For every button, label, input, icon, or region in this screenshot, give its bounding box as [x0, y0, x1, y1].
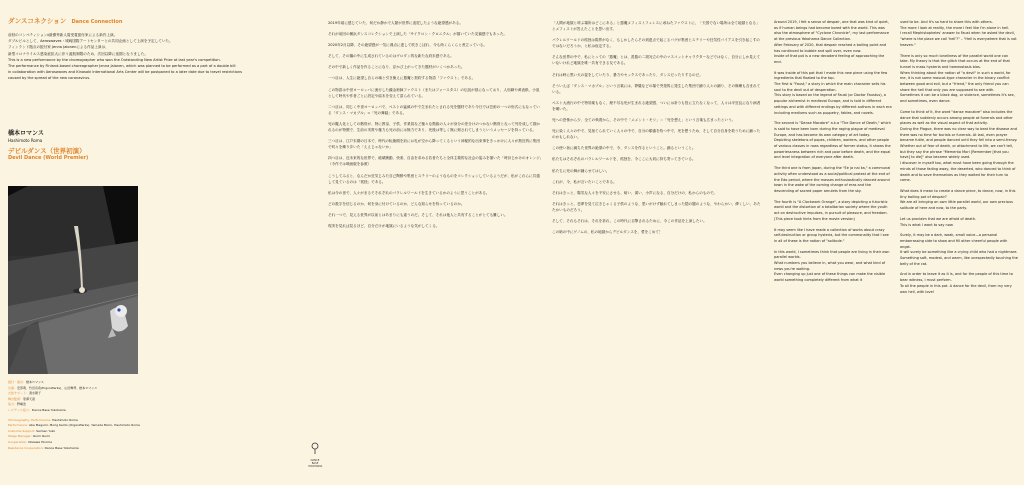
credit-value: Dance Base Yokohama — [44, 445, 79, 450]
paragraph: この物語は中世ヨーロッパに流行した錬金術師ファウスト（またはフォースタス）の伝説が基になっており、人形劇や黄表紙、小説として時代や作者ごとに設定や結末を変えて語られている。 — [328, 87, 540, 98]
title-jp: ダンスコネクション — [8, 17, 67, 25]
paragraph: 私は今の世で、人々がまるでそれぞれのパラレルワールドを生きているかのように思うことがある。 — [328, 190, 490, 195]
credit-en-6 — [8, 446, 208, 452]
credit-key: Costume Support: — [8, 428, 36, 433]
paragraph: 2020年2月以降、その絶望感が一気に沸点に達して吹きこぼれ、今も尚くらくらと煮立っている。 — [328, 43, 487, 48]
paragraph: そんな世界の中で、私にとっての「悪魔」とは、善悪の二項対立の中のマスコットキャラクターなどではなく、自分にしか見えていないけれど地獄を唯一共有できる友である。 — [552, 55, 761, 66]
credit-value: 安部萌、竹田有希(ErgonWerks)、山田舞琴、橋本ロマンス — [17, 385, 98, 390]
intro-en-1: This is a new performance by the choreographer who won the Outstanding New Artist Prize at last year's competition. — [8, 57, 221, 62]
paragraph: それはきっと、悲夢を見て泣きじゃくる子供のような、思いがけず触れてしまった隠の闇のような、やわらかい、儚くしい、あたたかいものだろう。 — [552, 201, 761, 212]
paragraph: そして、その鍋の中に生成されているのはグロダン的な新たな終末感である。 — [328, 54, 454, 59]
paragraph: これが、今、私が言いたいことである。 — [552, 179, 617, 184]
credit-value: 清水陽子 — [29, 391, 42, 396]
credit-key: 振付・演出： — [8, 380, 27, 384]
paragraph: What does it mean to create a dance piece, to dance, now, in this tiny boiling pot of despair? We are all bringing on own little parallel world, our own precious solitude of here and now, to the party. — [900, 188, 1016, 211]
artist-name-jp: 橋本ロマンス — [8, 130, 44, 137]
paragraph: この暗の中にゲノムの、私の地獄からデビルダンスを、愛をこめて！ — [552, 230, 663, 235]
artwork-illustration — [8, 186, 138, 374]
paragraph: 三つ目は、江戸末期の日本で、時代の転換期を前にお札が空から降ってくるという神秘的な出来事をきっかけに人々が熱狂的に集団で町々を練り歩いた「ええじゃないか」 — [328, 139, 540, 150]
essay-jp-column-2 — [546, 0, 768, 485]
paragraph: こうしてみると、なんだか狂気じみた自己陶酔や集団ヒステリーのようなものをコレクションしているようだが、私がこれらに共通して見ているのは「孤独」である。 — [328, 173, 540, 184]
paragraph: それ一つで、見える世界が以前とはあまりにも違うのだ。そして、それは他人と共有することがとても難しい。 — [328, 212, 508, 217]
essay-jp-column-1 — [328, 0, 546, 485]
intro-jp-3: フィンランド拠点の振付家 Jenna Jalonenによる作品上演は、 — [8, 45, 109, 50]
work-heading — [8, 130, 208, 162]
credit-key: 衣装サポート： — [8, 391, 30, 396]
paragraph: 私たちに死の舞が踊らせてはしい。 — [552, 168, 610, 173]
paragraph: In this world, I sometimes think that people are living in their own parallel worlds. What numbers you believe in, what you wear, and what kind of news you're waiting. Even changing up just one of these things can make the visible world something completely different from what it — [774, 249, 890, 283]
credit-key: Choreography, Performance: — [8, 417, 52, 422]
paragraph: Around 2019, I felt a sense of despair, one that was kind of quiet, as if human beings had become bored with the world. This was also the atmosphere of "Cyclone Chronicle", my last performance at the previous Yokohama Dance Collection. After February of 2020, that despair reached a boiling point and has continued to bubble and spill over, even now. Inside of that pot is a new decadent feeling of approaching the end. — [774, 20, 889, 64]
credit-value: 野嶋浩 — [17, 402, 27, 407]
paragraph: 死の擬人化としての骸骨が、特に教皇、子供、作業員など様々な階級の人々が身分の差分けのつかない骸骨となって列を成して描かれるのが特徴で、生前の実質や権力も死の前には無力であり、死後は等しく無に帰されてしまうというメッセージを持っている。 — [328, 121, 541, 133]
paragraph: 2019年頃に感じていた、何だか静かで人類が世界に追従したような絶望感がある。 — [328, 21, 463, 25]
paragraph: The third one is from Japan, during the "Ee ja nai ka," a communal activity often understood as a social/political protest at the end of the Edo period, where the masses enthusiastically danced around town in the wake of the coming change of eras and the descending of sacred paper amulets from the sky. — [774, 166, 891, 193]
credit-key: Stage Manager: — [8, 434, 32, 439]
paragraph: 私たちはそれぞれのパラレルワールドを、孤独を、今ここに大切に持ち寄ってきている。 — [552, 157, 696, 162]
paragraph: そういえば「ダンス・マカブル」という言葉には、葬儀などの場で突発的に発生した集団で踊り人々の踊り、その修練も含まれている。 — [552, 83, 761, 94]
credit-value: 原澤天渚 — [23, 396, 36, 401]
paragraph: 死に染く人々の中で、見捨てられていく人々の中で、自分の順番を待つ中で、死を想うため、そして自分自身を救うために踊ったのかもしれない。 — [552, 129, 761, 140]
essay-en-column-2 — [900, 0, 1024, 485]
credit-value: Nozawa Hiroma — [28, 439, 52, 444]
logo-text: DANCE BASE YOKOHAMA — [308, 459, 323, 468]
paragraph: 死への恐怖から少、全ての執着から、その中で「メメント・モリ」＝「死を想え」という言葉も広まったという。 — [552, 118, 736, 123]
paragraph: Surely, it may be a dark, weak, small voice—a personal embarrassing side to show and fill other cheerful people with angst. It will surely be something like a crying child who had a nightmare. Something soft, modest, and warm, like unexpectedly touching the belly of the cat. — [900, 233, 1018, 266]
intro-en-2: The performance by Finland-based choreographer Jenna Jalonen, which was planned to be performed as a part of a double bill — [8, 64, 236, 69]
paragraph: 二つ目は、同じく中世ヨーロッパで、ペストの猛威の中で生まれたとされる死を題材であり今日では芸術の一つの形式にもなっている「ダンス・マカブル」=「死の舞踏」である。 — [328, 104, 540, 115]
intro-en-4: caused by the spread of the new coronavirus. — [8, 76, 91, 81]
credit-key: 協力： — [8, 402, 18, 407]
credits-block — [8, 380, 208, 451]
title-en: Dance Connection — [71, 19, 123, 25]
paragraph: It may seem like I have made a collection of works about crazy self-destruction or group hysteria, but the commonality that I see in all of these is the notion of "solitude." — [774, 227, 889, 243]
credit-value: Dance Base Yokohama — [31, 407, 66, 412]
essay-en-column-1 — [768, 0, 900, 485]
intro-column — [0, 0, 328, 485]
credit-key: Performance: — [8, 423, 29, 428]
logo-icon — [308, 441, 322, 455]
paragraph: ペスト大流行の中で特効薬もなく、理不尽な死が生まれる絶望感、ついには祈りも役に立たなくなって、人々は半狂乱になり病者を嘆いた。 — [552, 100, 761, 111]
paragraph: Come to think of it, the word "danse macabre" also includes the dance that suddenly occurs among people at funerals and other places as well as the visual aspect of that activity. During the Plague, there was no clear way to beat the disease and there was no time for burials or funerals. At last, even prayer became futile, and people danced until they fell into a semi-frenzy. Whether out of fear of death, or attachment to life, we can't tell, but they say the phrase "Memento Mori [Remember [that you have] to die]" also became widely used. I discover in myself too, what must have been going through the minds of those fading away, the deserted, who danced to think of death and to save themselves as they waited for their turn to come. — [900, 109, 1018, 183]
credit-value: Izumi Izumi — [32, 434, 50, 439]
credit-key: Residence Cooperation: — [8, 445, 44, 450]
dance-base-logo — [308, 440, 323, 468]
paragraph: この使い捨に満ちた世界の絶望の中で、今、ダンスを作るということ。踊るということ。 — [552, 146, 696, 151]
intro-en-3: in collaboration with Aeroswaves and Kinosaki International Arts Center will be postponed to a later date due to travel restrictions — [8, 70, 242, 75]
paragraph: used to be. And it's so hard to share this with others. The more I look at reality, the more I feel like I'm alone in hell. I recall Mephistopheles' answer to Faust when he asked the devil, "where is the place we call 'hell'?" – "Hell is everywhere that is not heaven." — [900, 20, 1017, 47]
paragraph: 現実を見れば見るほど、自分だけが地獄にいるような気がしてくる。 — [328, 223, 440, 228]
artist-name-en: Hashimoto Roma — [8, 138, 43, 143]
paragraph: 「人間が地獄と呼ぶ場所はどこにある」と悪魔メフィストフェレスに尋ねたファウストに、「天国でない場所は全て地獄となる」とメフィストが答えたことを思い出す。 — [552, 21, 760, 32]
paragraph: そして、それもそれは、それを祈れ、この時代に目撃されるために、今この作品を上演したい。 — [552, 218, 707, 223]
section-title — [8, 16, 320, 25]
paragraph: And in order to leave it as it is, and for the people of this time to bear witness, I must perform. To all the people in this pot. A dance for the devil, from my very own hell, with love! — [900, 272, 1013, 294]
intro-jp-1: 前回のコンペティション‡最優秀新人賞受賞振付家による新作上演。 — [8, 33, 118, 37]
credit-value: 橋本ロマンス — [26, 380, 44, 384]
work-title-en: Devil Dance (World Premier) — [8, 155, 89, 161]
credit-value: Saiman Yuko — [36, 428, 56, 433]
paragraph: どの数字を信じるのか、何を身に付けているのか、どんな知らせを待っているのか。 — [328, 201, 465, 206]
paragraph: The second is "Danse Macabre" a.k.a "The Dance of Death," which is said to have been born during the raging plague of medieval Europe, and has become its own category of art today. Depicting skeletons of popes, children, workers, and other people of various classes in rows regardless of former status, it shows the powerlessness between rich and poor before death, and the equal and level integration of everyone after death. — [774, 121, 891, 160]
paragraph: The fourth is "A Clockwork Orange", a story depicting a futuristic world and the distortion of a totalitarian society where the youth act on destructive impulses, in pursuit of pleasure, and freedom. (This piece took hints from the movie version) — [774, 199, 888, 221]
paragraph: それが前回の横浜ダンスコレクションで上演した「サイクロン・クロニクル」が描いていた災禍感でもあった。 — [328, 32, 508, 37]
paragraph: その中で新しく作品を作ることになり、浮かび上がってきた題材がいくつかあった。 — [328, 65, 465, 70]
credit-value: Abe Megumi, Morig Kaoto (OrganWerks), Yamada Morin, Hashimoto Roma — [29, 423, 140, 428]
paragraph: Let us proclaim that we are afraid of death. This is what I want to say now. — [900, 216, 977, 227]
paragraph: 一つ目は、人生に絶望し自らの魂と引き換えに悪魔と契約する物語「ファウスト」である。 — [328, 76, 476, 81]
credit-key: 出演： — [8, 385, 18, 390]
credit-key: レジデンス協力： — [8, 407, 32, 412]
paragraph: There is only so much loneliness of the parallel world one can take. My theory is that the glitch that occurs at the end of that tunnel is mass hysteria and homeostasis bias. When thinking about the notion of "a devil" in such a world, for me, it is not some mascot-type character in the binary conflict between good and evil, but a "friend," the only friend you can share the hell that only you are supposed to see with. Sometimes it can be a black dog, or violence, sometimes it's sex, and sometimes, even dance. — [900, 53, 1015, 104]
credit-key: Cooperation: — [8, 439, 28, 444]
intro-jp-4: 新型コロナウイルス感染症拡大に伴う渡航制限のため、次回以降に延期となりました。 — [8, 51, 148, 56]
credit-key: 舞台監督： — [8, 396, 24, 401]
paragraph: 四つ目は、近未来的な世界で、破壊衝動、快楽、自由を求める若者たちと全体主義的な社会の姿みを描いた「時計じかけのオレンジ」（今作では映画版を参照） — [328, 156, 542, 167]
paragraph: それはきっと、陽気な人々を不安にさせる、暗い、弱い、小声になる、自分だけの、私からのもので。 — [552, 190, 718, 195]
artwork-image — [8, 186, 138, 374]
credit-value: Hashimoto Roma — [52, 417, 78, 422]
paragraph: パラレルワールドの孤独は際界がなく、もしかしたらその到達点で起こるバグが集団ヒステリーや狂気性バイアスを引き起こすのではないだろうか、と私は仮定する。 — [552, 38, 760, 49]
intro-jp-2: ダブルビルとして、Aeroswaves・城崎国際アートセンターとの共同企画として上演を予定していた。 — [8, 39, 173, 44]
paragraph: It was inside of this pot that I made this new piece using the few ingredients that floated to the top. The first is "Faust," a story in which the main character sells his soul to the devil out of desperation. This story is based on the legend of Faust (or Doctor Faustus), a popular alchemist in medieval Europe, and is told in different settings and with different endings by different authors in each era including mediums such as puppetry, fables, and novels. — [774, 70, 892, 115]
work-title-jp: デビルダンス（世界初演） — [8, 147, 86, 155]
paragraph: それは時に黒い犬の姿をしていたり、暴力やセックスであったり、ダンスだったりするのだ。 — [552, 72, 703, 77]
